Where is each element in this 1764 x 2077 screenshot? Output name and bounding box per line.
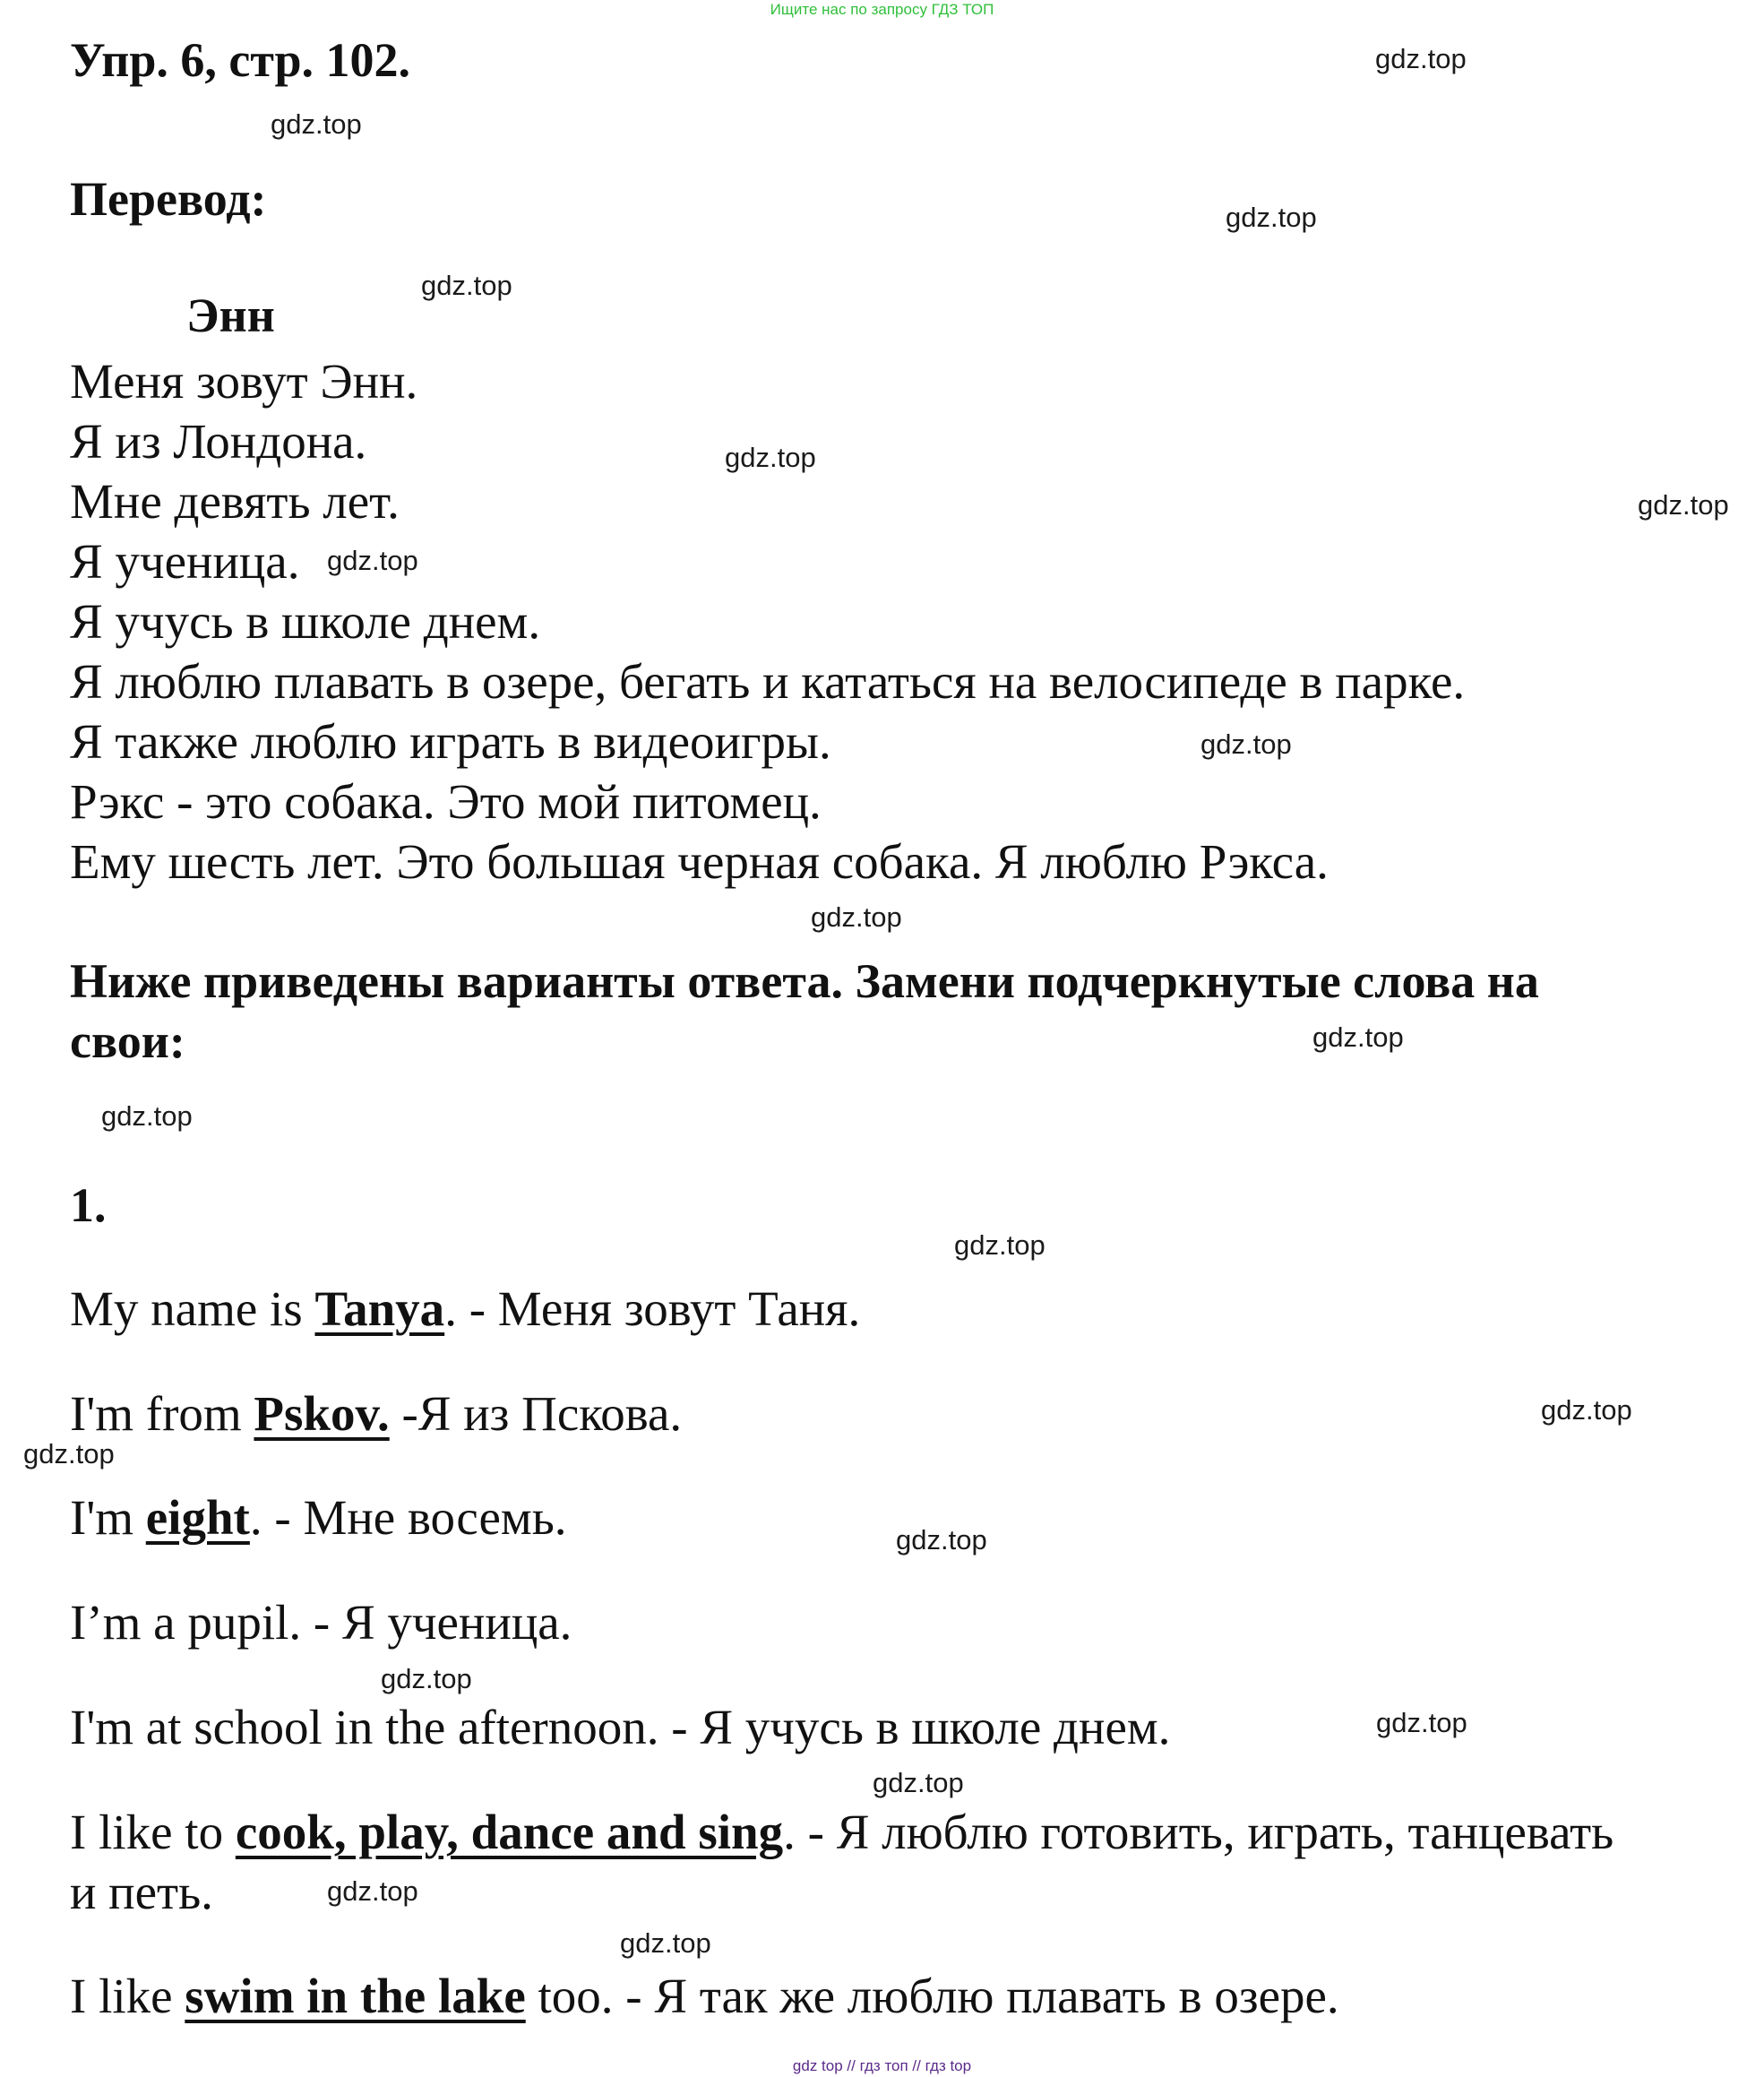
watermark: gdz.top	[1376, 1707, 1467, 1738]
instruction-line: свои:	[70, 1014, 185, 1068]
answer-line: I'm from Pskov. -Я из Пскова.	[70, 1386, 683, 1441]
answer-line: I’m a pupil. - Я ученица.	[70, 1595, 572, 1650]
answer-line: I'm at school in the afternoon. - Я учусь в школе днем.	[70, 1700, 1171, 1754]
answer-line: My name is Tanya. - Меня зовут Таня.	[70, 1281, 861, 1336]
watermark: gdz.top	[271, 108, 362, 140]
story-line: Я ученица.	[70, 534, 300, 589]
story-line: Я также люблю играть в видеоигры.	[70, 714, 831, 769]
watermark: gdz.top	[896, 1524, 987, 1556]
watermark: gdz.top	[1541, 1394, 1632, 1426]
watermark: gdz.top	[421, 270, 512, 301]
story-line: Я люблю плавать в озере, бегать и кататься на велосипеде в парке.	[70, 654, 1466, 709]
watermark: gdz.top	[811, 901, 902, 933]
watermark: gdz.top	[620, 1927, 711, 1959]
watermark: gdz.top	[725, 442, 816, 473]
story-line: Рэкс - это собака. Это мой питомец.	[70, 774, 822, 829]
story-name: Энн	[186, 289, 275, 342]
watermark: gdz.top	[381, 1663, 472, 1694]
story-line: Ему шесть лет. Это большая черная собака. Я люблю Рэкса.	[70, 834, 1329, 889]
story-line: Я из Лондона.	[70, 414, 367, 469]
watermark: gdz.top	[1200, 728, 1292, 760]
story-line: Я учусь в школе днем.	[70, 594, 541, 649]
watermark: gdz.top	[23, 1438, 115, 1469]
watermark: gdz.top	[327, 1875, 418, 1907]
top-banner: Ищите нас по запросу ГДЗ ТОП	[770, 1, 994, 18]
answer-line: I'm eight. - Мне восемь.	[70, 1490, 567, 1545]
instruction-line: Ниже приведены варианты ответа. Замени подчеркнутые слова на	[70, 954, 1539, 1008]
watermark: gdz.top	[1226, 202, 1317, 233]
watermark: gdz.top	[101, 1100, 193, 1132]
answer-line: I like to cook, play, dance and sing. - Я люблю готовить, играть, танцевать	[70, 1805, 1614, 1859]
answer-number: 1.	[70, 1178, 107, 1232]
watermark: gdz.top	[954, 1229, 1045, 1261]
watermark: gdz.top	[1375, 43, 1467, 74]
page-title: Упр. 6, стр. 102.	[70, 33, 411, 87]
story-line: Мне девять лет.	[70, 474, 400, 529]
story-line: Меня зовут Энн.	[70, 354, 418, 409]
answer-line: I like swim in the lake too. - Я так же люблю плавать в озере.	[70, 1969, 1339, 2023]
answer-line-continued: и петь.	[70, 1865, 213, 1919]
watermark: gdz.top	[327, 545, 418, 576]
watermark: gdz.top	[1638, 489, 1729, 521]
watermark: gdz.top	[873, 1767, 964, 1798]
translation-label: Перевод:	[70, 172, 267, 226]
watermark: gdz.top	[1312, 1021, 1404, 1053]
bottom-banner: gdz top // гдз топ // гдз top	[792, 2057, 972, 2074]
